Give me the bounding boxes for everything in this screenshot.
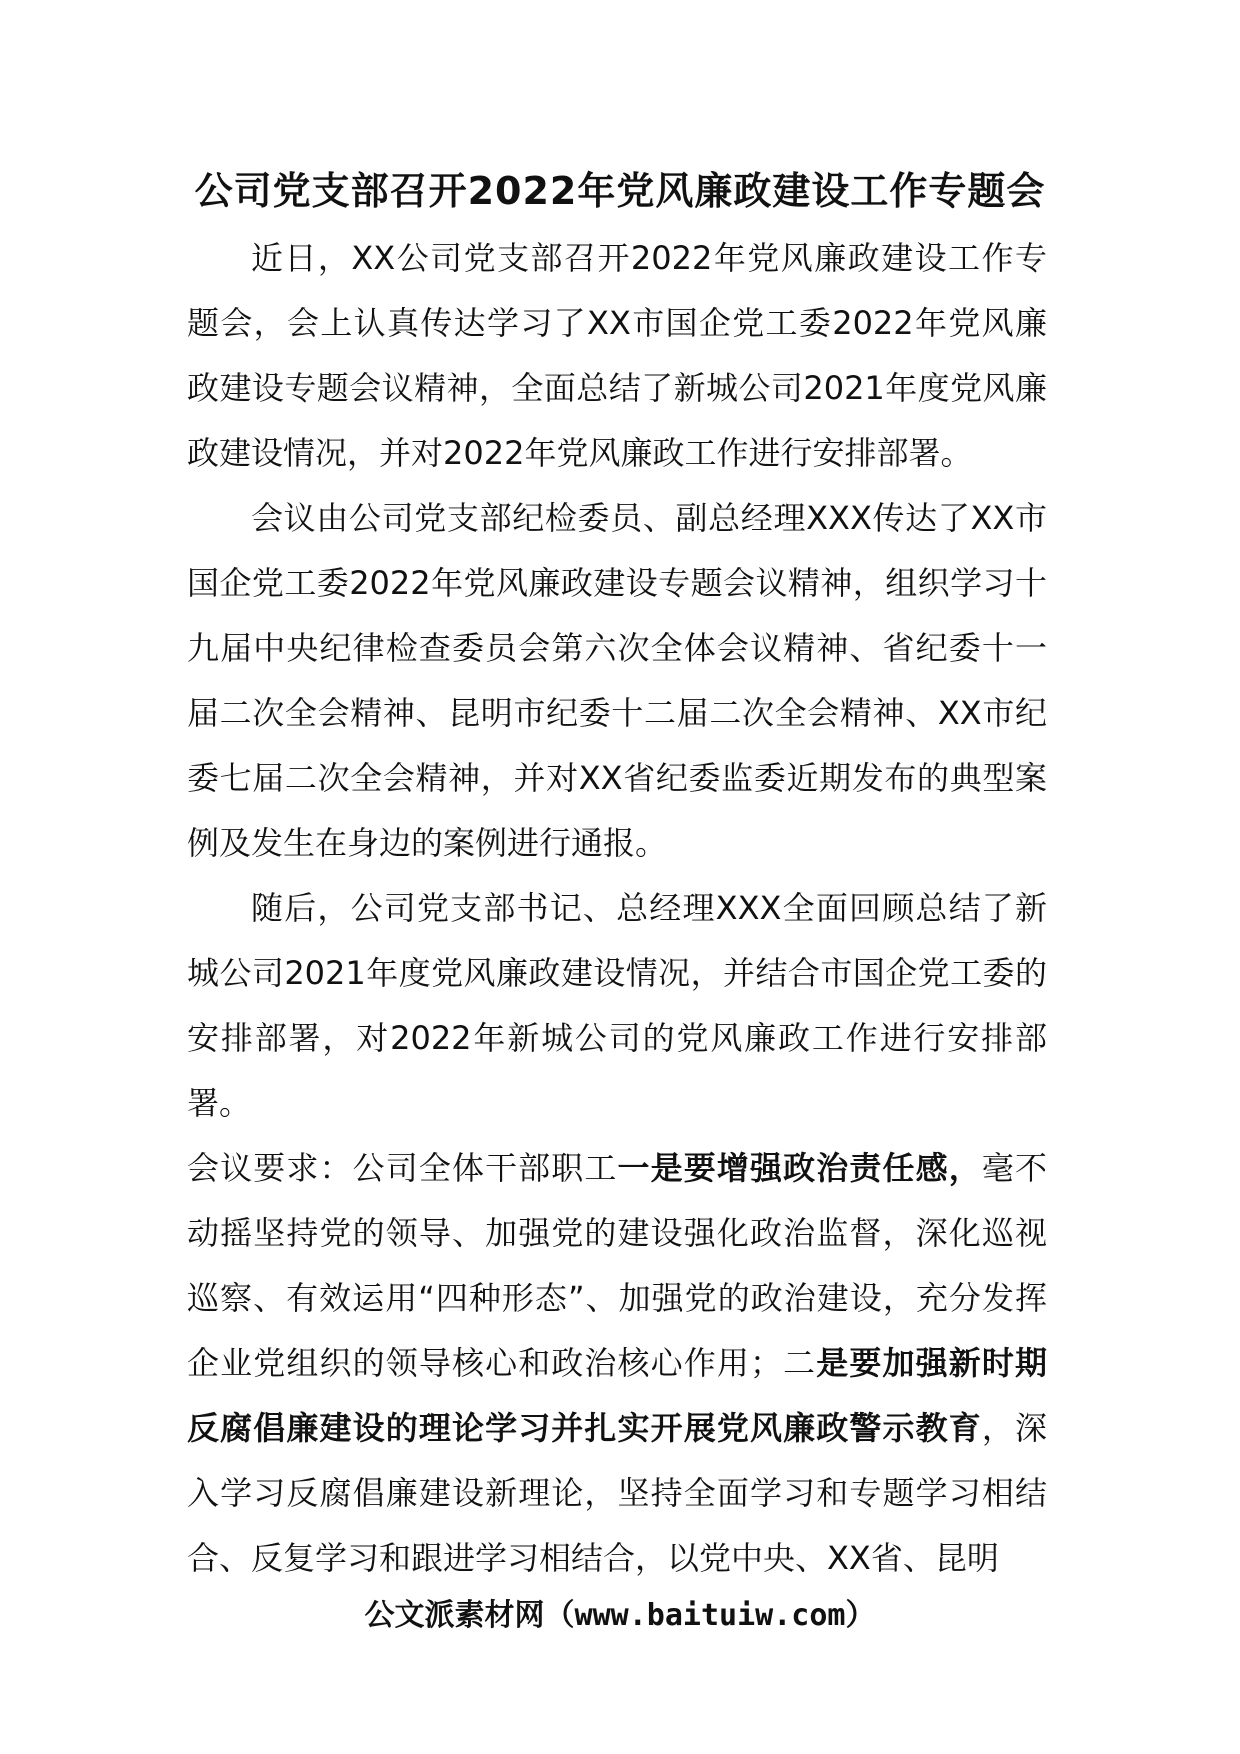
paragraph-4-text-1: 会议要求：公司全体干部职工 <box>187 1149 618 1187</box>
paragraph-4-text-3: ，深入学习反腐倡廉建设新理论，坚持全面学习和专题学习相结合、反复学习和跟进学习相结合，以党中央、XX省、昆明 <box>187 1409 1047 1577</box>
paragraph-2: 会议由公司党支部纪检委员、副总经理XXX传达了XX市国企党工委2022年党风廉政建设专题会议精神，组织学习十九届中央纪律检查委员会第六次全体会议精神、省纪委十一届二次全会精神、昆明市纪委十二届二次全会精神、XX市纪委七届二次全会精神，并对XX省纪委监委近期发布的典型案例及发生在身边的案例进行通报。 <box>187 499 1047 862</box>
paragraph-3: 随后，公司党支部书记、总经理XXX全面回顾总结了新城公司2021年度党风廉政建设情况，并结合市国企党工委的安排部署，对2022年新城公司的党风廉政工作进行安排部署。 <box>187 889 1047 1122</box>
page-footer <box>0 1596 1240 1636</box>
paragraph-4-bold-2: 是要加强新时期反腐倡廉建设的理论学习并扎实开展党风廉政警示教育 <box>187 1344 1047 1447</box>
paragraph-4 <box>187 1136 1047 1591</box>
footer-site-name: 公文派素材网 <box>364 1598 545 1633</box>
document-title: 公司党支部召开2022年党风廉政建设工作专题会 <box>194 169 1046 213</box>
paragraph-4-bold-1: 一是要增强政治责任感， <box>617 1149 982 1187</box>
paragraph-4-text-2: 毫不动摇坚持党的领导、加强党的建设强化政治监督，深化巡视巡察、有效运用“四种形态”、加强党的政治建设，充分发挥企业党组织的领导核心和政治核心作用；二 <box>187 1149 1047 1382</box>
paragraph-1: 近日，XX公司党支部召开2022年党风廉政建设工作专题会，会上认真传达学习了XX市国企党工委2022年党风廉政建设专题会议精神，全面总结了新城公司2021年度党风廉政建设情况，并对2022年党风廉政工作进行安排部署。 <box>187 239 1047 472</box>
footer-url: （www.baituiw.com） <box>544 1598 876 1633</box>
document-body <box>187 226 1047 1591</box>
